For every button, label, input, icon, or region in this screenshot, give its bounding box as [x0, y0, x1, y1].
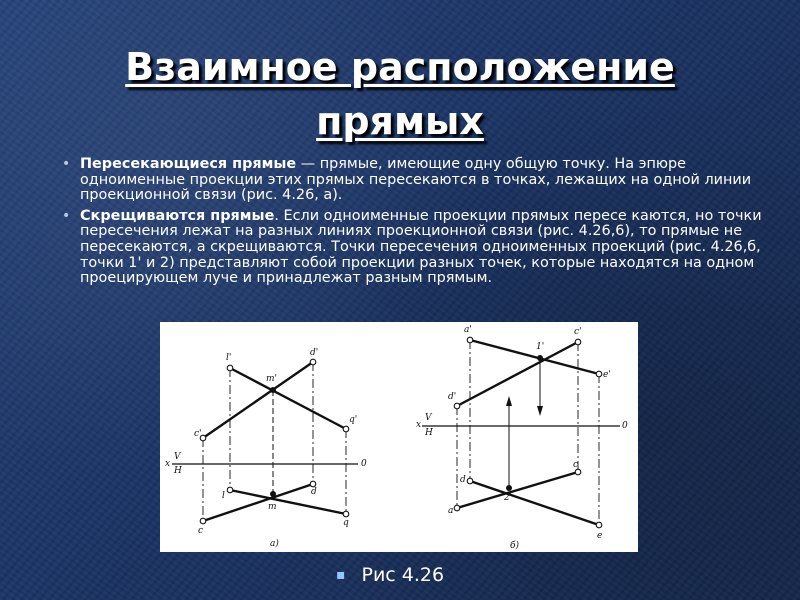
point-d — [310, 481, 316, 487]
slide-title-line-1: Взаимное расположение — [125, 45, 675, 89]
label-l1: l' — [226, 353, 232, 363]
axis-x-label-b: x — [416, 420, 422, 430]
point-d1 — [310, 359, 316, 365]
point-2 — [506, 485, 512, 491]
label-d1-b: d' — [448, 392, 457, 402]
point-l1 — [227, 365, 233, 371]
label-c1-b: c' — [574, 327, 582, 337]
label-a: a — [448, 506, 454, 516]
caption-bullet-icon: ▪ — [336, 567, 346, 583]
point-c-b — [575, 469, 581, 475]
bullet-intersecting-lines — [62, 157, 762, 204]
line-d-e — [470, 481, 599, 525]
bullet-icon: • — [62, 207, 71, 224]
axis-h-label-a: H — [174, 466, 182, 476]
point-q1 — [343, 426, 349, 432]
axis-h-label-b: H — [425, 428, 433, 438]
label-1-prime: 1' — [536, 342, 545, 352]
bullet-term: Пересекающиеся прямые — [80, 156, 297, 172]
label-d: d — [311, 487, 317, 497]
point-d-b — [467, 478, 473, 484]
caption-text: Рис 4.26 — [361, 564, 445, 586]
axis-v-label-a: V — [174, 452, 181, 462]
label-2: 2 — [504, 493, 510, 503]
projection-figure — [160, 322, 638, 552]
label-q1: q' — [349, 415, 358, 425]
figure-a-label: а) — [270, 539, 279, 549]
axis-zero-label-b: 0 — [622, 421, 628, 431]
figure-a — [172, 359, 358, 524]
label-c1: c' — [194, 429, 202, 439]
label-d-b: d — [460, 475, 466, 485]
bullet-skew-lines — [62, 209, 762, 287]
figure-b-label: б) — [510, 541, 520, 551]
label-e: e — [597, 531, 603, 541]
line-d-c — [203, 484, 313, 521]
point-a1 — [467, 337, 473, 343]
label-a1: a' — [464, 325, 472, 335]
label-q: q — [343, 518, 349, 528]
point-c — [200, 518, 206, 524]
bullet-term: Скрещиваются прямые — [80, 207, 275, 224]
point-d1-b — [454, 403, 460, 409]
bullet-text: — прямые, имеющие одну общую точку. На эпюре одноименные проекции этих прямых пересекаются в точках, лежащих на одной линии проекционной связи (рис. 4.26, а). — [80, 156, 752, 204]
figure-caption — [336, 563, 444, 587]
label-m1: m' — [266, 374, 278, 384]
point-e1 — [596, 371, 602, 377]
point-q — [343, 511, 349, 517]
slide-title — [0, 40, 800, 148]
bullet-list — [62, 157, 762, 292]
point-1-prime — [537, 355, 543, 361]
line-a1-e1 — [470, 340, 599, 374]
label-e1: e' — [603, 370, 611, 380]
axis-x-label-a: x — [165, 459, 171, 469]
label-l: l — [222, 491, 225, 501]
point-a — [454, 505, 460, 511]
axis-zero-label-a: 0 — [361, 459, 367, 469]
line-a-c — [457, 472, 578, 508]
figure-b — [422, 337, 620, 528]
line-l1-q1 — [230, 368, 346, 429]
point-c1-b — [575, 339, 581, 345]
ray-1-arrow — [537, 406, 543, 416]
point-m1 — [270, 387, 276, 393]
point-e — [596, 522, 602, 528]
slide-title-line-2: прямых — [316, 99, 484, 143]
label-d1: d' — [310, 348, 319, 358]
label-m: m — [268, 502, 277, 512]
projection-drawing — [160, 322, 638, 552]
point-m — [270, 491, 276, 497]
point-l — [227, 487, 233, 493]
axis-v-label-b: V — [425, 413, 432, 423]
label-c: c — [198, 526, 204, 536]
line-d1-c1 — [203, 362, 313, 438]
bullet-text: . Если одноименные проекции прямых пересе каются, но точки пересечения лежат на разных линиях проекционной связи (рис. 4.26,6), то прямые не пересекаются, а скрещиваются. Точки пересечения одноименных проекций (рис. 4.26,б, точки 1' и 2) представляют собой проекции разных точек, которые находятся на одном проецирующем луче и принадлежат разным прямым. — [80, 207, 762, 287]
label-c-b: c — [573, 460, 579, 470]
bullet-icon: • — [62, 156, 71, 172]
ray-2-arrow — [506, 396, 512, 406]
